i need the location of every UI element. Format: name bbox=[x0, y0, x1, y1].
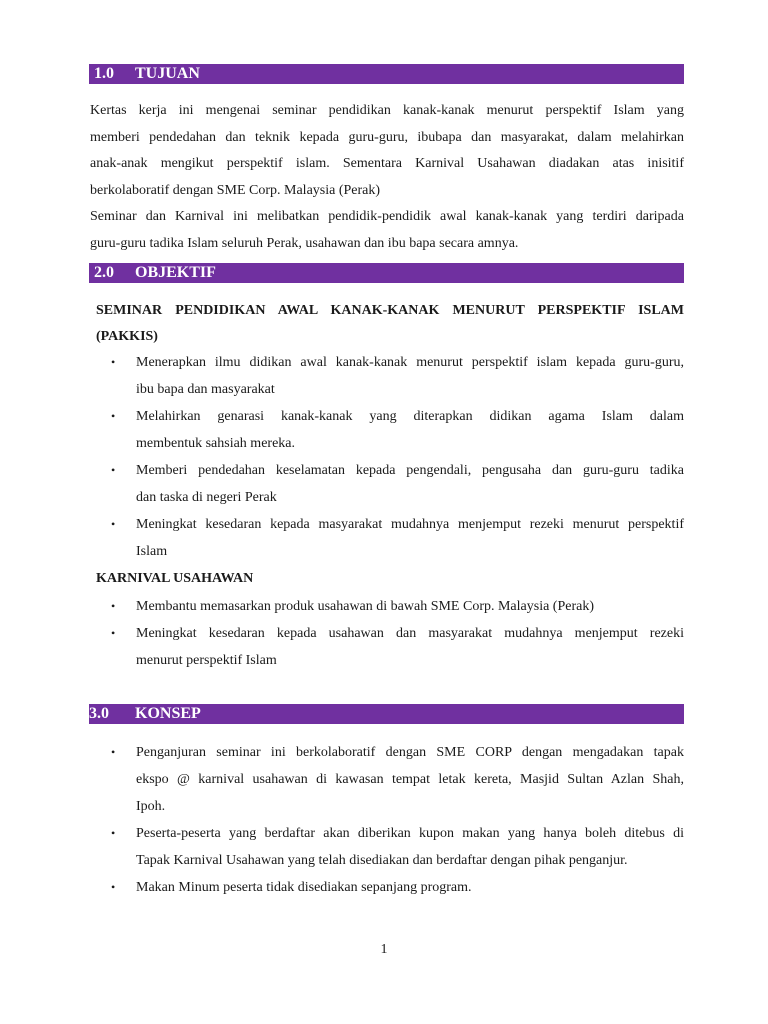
paragraph-line: guru-guru tadika Islam seluruh Perak, usahawan dan ibu bapa secara amnya. bbox=[90, 235, 519, 251]
list-item-line: Penganjuran seminar ini berkolaboratif dengan SME CORP dengan mengadakan tapak bbox=[136, 745, 684, 760]
list-item bbox=[108, 593, 684, 620]
list-item bbox=[108, 739, 684, 820]
bullet-icon: • bbox=[111, 517, 116, 531]
bullet-icon: • bbox=[111, 626, 116, 640]
list-item-line: Melahirkan genarasi kanak-kanak yang diterapkan didikan agama Islam dalam bbox=[136, 409, 684, 424]
bullet-icon: • bbox=[111, 745, 116, 759]
bullet-icon: • bbox=[111, 826, 116, 840]
bullet-icon: • bbox=[111, 463, 116, 477]
section-heading-konsep bbox=[89, 704, 684, 724]
list-item-line: Meningkat kesedaran kepada masyarakat mudahnya menjemput rezeki menurut perspektif bbox=[136, 517, 684, 532]
list-item-line: Memberi pendedahan keselamatan kepada pengendali, pengusaha dan guru-guru tadika bbox=[136, 463, 684, 478]
bullet-icon: • bbox=[111, 409, 116, 423]
bullet-icon: • bbox=[111, 599, 116, 613]
subheading-line: (PAKKIS) bbox=[96, 329, 158, 344]
list-item-line: Membantu memasarkan produk usahawan di bawah SME Corp. Malaysia (Perak) bbox=[136, 599, 594, 614]
section-heading-tujuan bbox=[89, 64, 684, 84]
seminar-subheading bbox=[96, 298, 684, 350]
bullet-icon: • bbox=[111, 880, 116, 894]
section-heading-objektif bbox=[89, 263, 684, 283]
paragraph-line: anak-anak mengikut perspektif islam. Sementara Karnival Usahawan diadakan atas inisitif bbox=[90, 156, 684, 171]
konsep-bullet-list bbox=[108, 739, 684, 901]
section-number: 1.0 bbox=[94, 65, 114, 82]
subheading-line: KARNIVAL USAHAWAN bbox=[96, 571, 254, 586]
paragraph-line: Kertas kerja ini mengenai seminar pendidikan kanak-kanak menurut perspektif Islam yang bbox=[90, 103, 684, 118]
karnival-bullet-list bbox=[108, 593, 684, 674]
tujuan-paragraph bbox=[90, 98, 684, 257]
list-item-line: Tapak Karnival Usahawan yang telah disediakan dan berdaftar dengan pihak penganjur. bbox=[136, 853, 628, 868]
list-item-line: Makan Minum peserta tidak disediakan sepanjang program. bbox=[136, 880, 472, 895]
list-item-line: membentuk sahsiah mereka. bbox=[136, 436, 296, 451]
paragraph-line: Seminar dan Karnival ini melibatkan pendidik-pendidik awal kanak-kanak yang terdiri daripada bbox=[90, 209, 684, 224]
list-item bbox=[108, 349, 684, 403]
page-number: 1 bbox=[380, 942, 388, 957]
list-item bbox=[108, 457, 684, 511]
list-item bbox=[108, 403, 684, 457]
paragraph-line: berkolaboratif dengan SME Corp. Malaysia (Perak) bbox=[90, 182, 381, 198]
list-item bbox=[108, 874, 684, 901]
karnival-subheading bbox=[96, 566, 684, 592]
section-title: OBJEKTIF bbox=[135, 264, 216, 281]
list-item bbox=[108, 511, 684, 565]
list-item-line: Meningkat kesedaran kepada usahawan dan masyarakat mudahnya menjemput rezeki bbox=[136, 626, 684, 641]
bullet-icon: • bbox=[111, 355, 116, 369]
list-item-line: Menerapkan ilmu didikan awal kanak-kanak menurut perspektif islam kepada guru-guru, bbox=[136, 355, 684, 370]
section-title: KONSEP bbox=[135, 705, 201, 722]
list-item bbox=[108, 820, 684, 874]
list-item-line: Peserta-peserta yang berdaftar akan diberikan kupon makan yang hanya boleh ditebus di bbox=[136, 826, 684, 841]
section-number: 2.0 bbox=[94, 264, 114, 281]
section-title: TUJUAN bbox=[135, 65, 200, 82]
list-item-line: ekspo @ karnival usahawan di kawasan tempat letak kereta, Masjid Sultan Azlan Shah, bbox=[136, 772, 684, 787]
list-item-line: menurut perspektif Islam bbox=[136, 653, 277, 668]
paragraph-line: memberi pendedahan dan teknik kepada guru-guru, ibubapa dan masyarakat, dalam melahirkan bbox=[90, 129, 684, 145]
subheading-line: SEMINAR PENDIDIKAN AWAL KANAK-KANAK MENURUT PERSPEKTIF ISLAM bbox=[96, 303, 684, 318]
list-item-line: Islam bbox=[136, 544, 168, 559]
list-item-line: dan taska di negeri Perak bbox=[136, 490, 277, 505]
seminar-bullet-list bbox=[108, 349, 684, 565]
list-item-line: ibu bapa dan masyarakat bbox=[136, 382, 275, 397]
list-item bbox=[108, 620, 684, 674]
list-item-line: Ipoh. bbox=[136, 799, 166, 814]
section-number: 3.0 bbox=[89, 705, 109, 722]
